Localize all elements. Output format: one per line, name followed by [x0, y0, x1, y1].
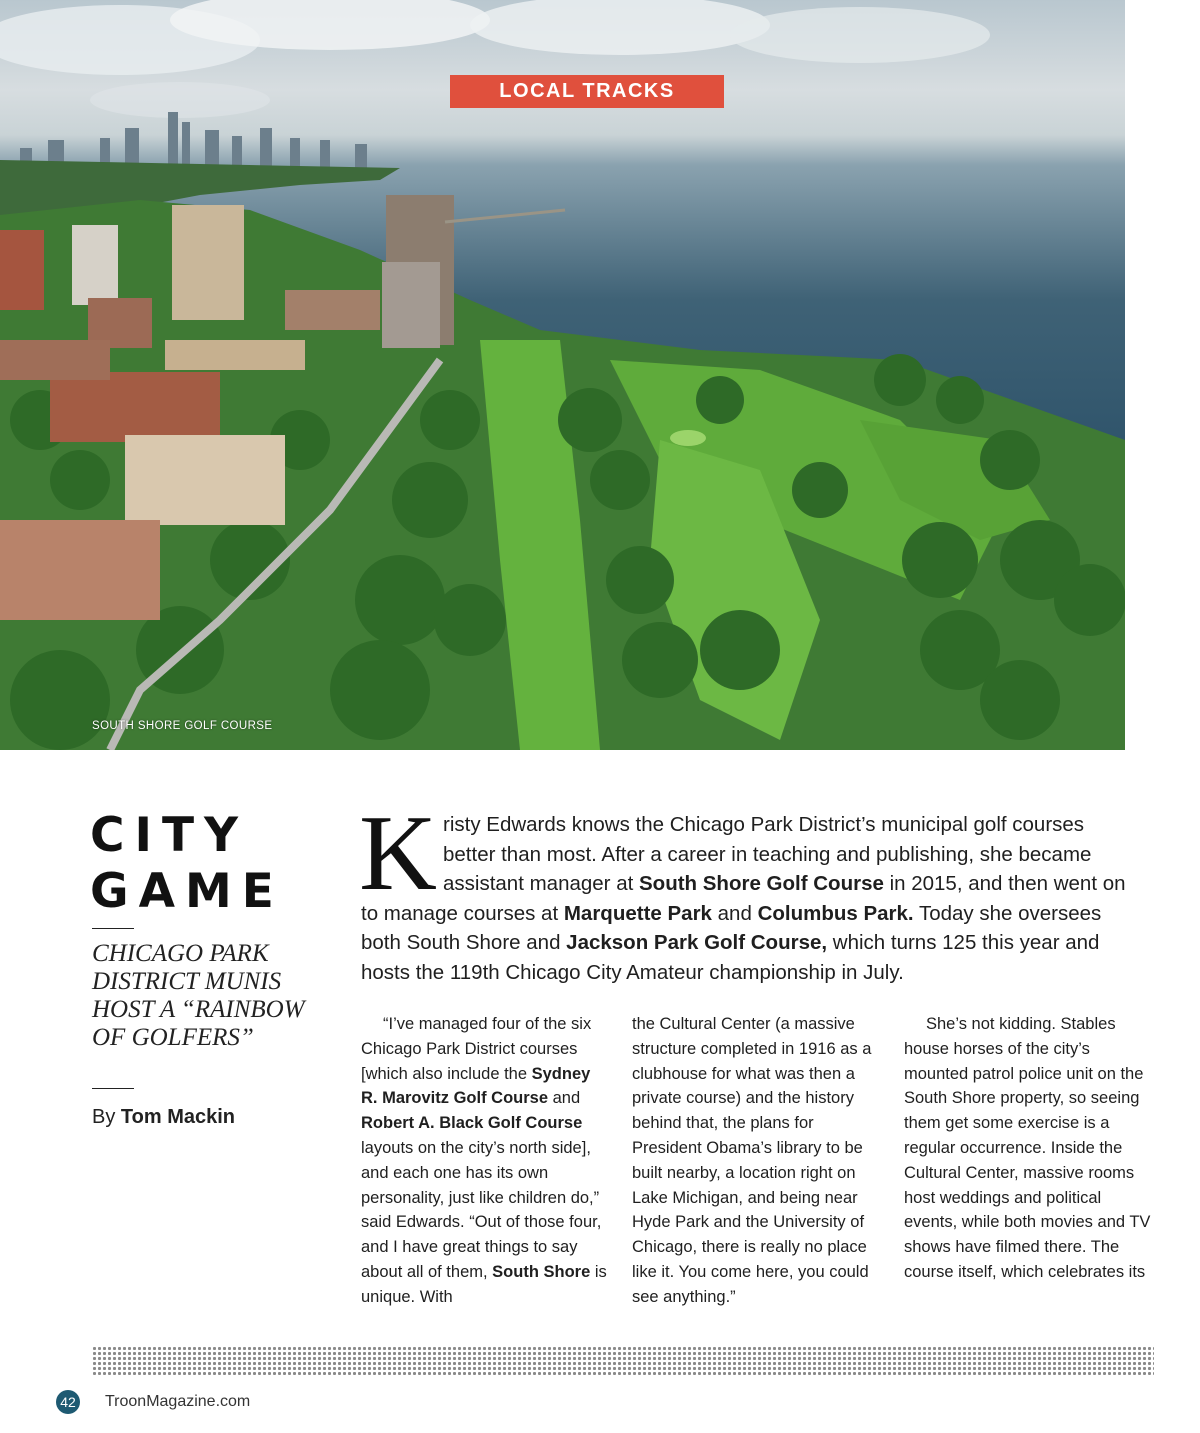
intro-text: Today she oversees both South Shore and: [361, 901, 1102, 954]
intro-text: which turns 125 this year and hosts the 119th Chicago City Amateur championship in July.: [361, 931, 1100, 984]
byline: [92, 1106, 235, 1129]
intro-text: in 2015, and then went on to manage courses at: [361, 872, 1126, 925]
headline-line-2: GAME: [90, 864, 284, 919]
intro-bold-course: Marquette Park: [563, 901, 712, 925]
intro-text: risty Edwards knows the Chicago Park District’s municipal golf courses better than most. After a career in teaching and publishing, she became assistant manager at: [443, 813, 1092, 895]
col1-text: is unique. With: [361, 1262, 607, 1306]
hero-photo: [0, 0, 1125, 750]
intro-bold-course: South Shore Golf Course: [639, 872, 884, 895]
body-column-3: [904, 1012, 1154, 1285]
body-column-2: [632, 1012, 882, 1310]
col1-bold: Sydney R. Marovitz Golf Course: [361, 1064, 591, 1108]
page-number-badge: 42: [56, 1390, 80, 1414]
intro-bold-course: Jackson Park Golf Course,: [566, 931, 828, 954]
section-tag: LOCAL TRACKS: [450, 75, 724, 108]
deck-divider: [92, 1088, 134, 1089]
drop-cap: K: [359, 794, 437, 913]
headline-divider: [92, 928, 134, 929]
headline-line-1: CITY: [90, 808, 249, 863]
intro-bold-course: Columbus Park.: [757, 901, 914, 925]
col1-text: layouts on the city’s north side], and each one has its own personality, just like children do,” said Edwards. “Out of those four, and I have great things to say about all of them,: [361, 1138, 602, 1281]
col3-text: She’s not kidding. Stables house horses of the city’s mounted patrol police unit on the South Shore property, so seeing them get some exercise is a regular occurrence. Inside the Cultural Center, massive rooms host weddings and political events, while both movies and TV shows have filmed there. The course itself, which celebrates its: [904, 1015, 1151, 1281]
dotted-footer-band: [92, 1346, 1154, 1376]
magazine-site-link[interactable]: TroonMagazine.com: [105, 1393, 251, 1410]
byline-author: Tom Mackin: [120, 1106, 235, 1128]
col2-text: the Cultural Center (a massive structure completed in 1916 as a clubhouse for what was then a private course) and the history behind that, the plans for President Obama’s library to be built nearby, a location right on Lake Michigan, and being near Hyde Park and the University of Chicago, there is really no place like it. You come here, you could see anything.”: [632, 1015, 872, 1306]
intro-text: and: [711, 901, 758, 925]
photo-caption: SOUTH SHORE GOLF COURSE: [92, 720, 273, 732]
intro-paragraph: [359, 794, 1141, 987]
byline-prefix: By: [92, 1106, 121, 1128]
article-headline: [90, 808, 320, 920]
col1-text: “I’ve managed four of the six Chicago Park District courses [which also include the: [361, 1015, 592, 1083]
article-deck: CHICAGO PARK DISTRICT MUNIS HOST A “RAINBOW OF GOLFERS”: [92, 940, 305, 1051]
col1-text: and: [548, 1089, 581, 1108]
body-column-1: [361, 1012, 611, 1310]
col1-bold: Robert A. Black Golf Course: [361, 1114, 583, 1133]
aerial-golf-course-illustration: [0, 0, 1125, 750]
col1-bold: South Shore: [492, 1262, 591, 1281]
